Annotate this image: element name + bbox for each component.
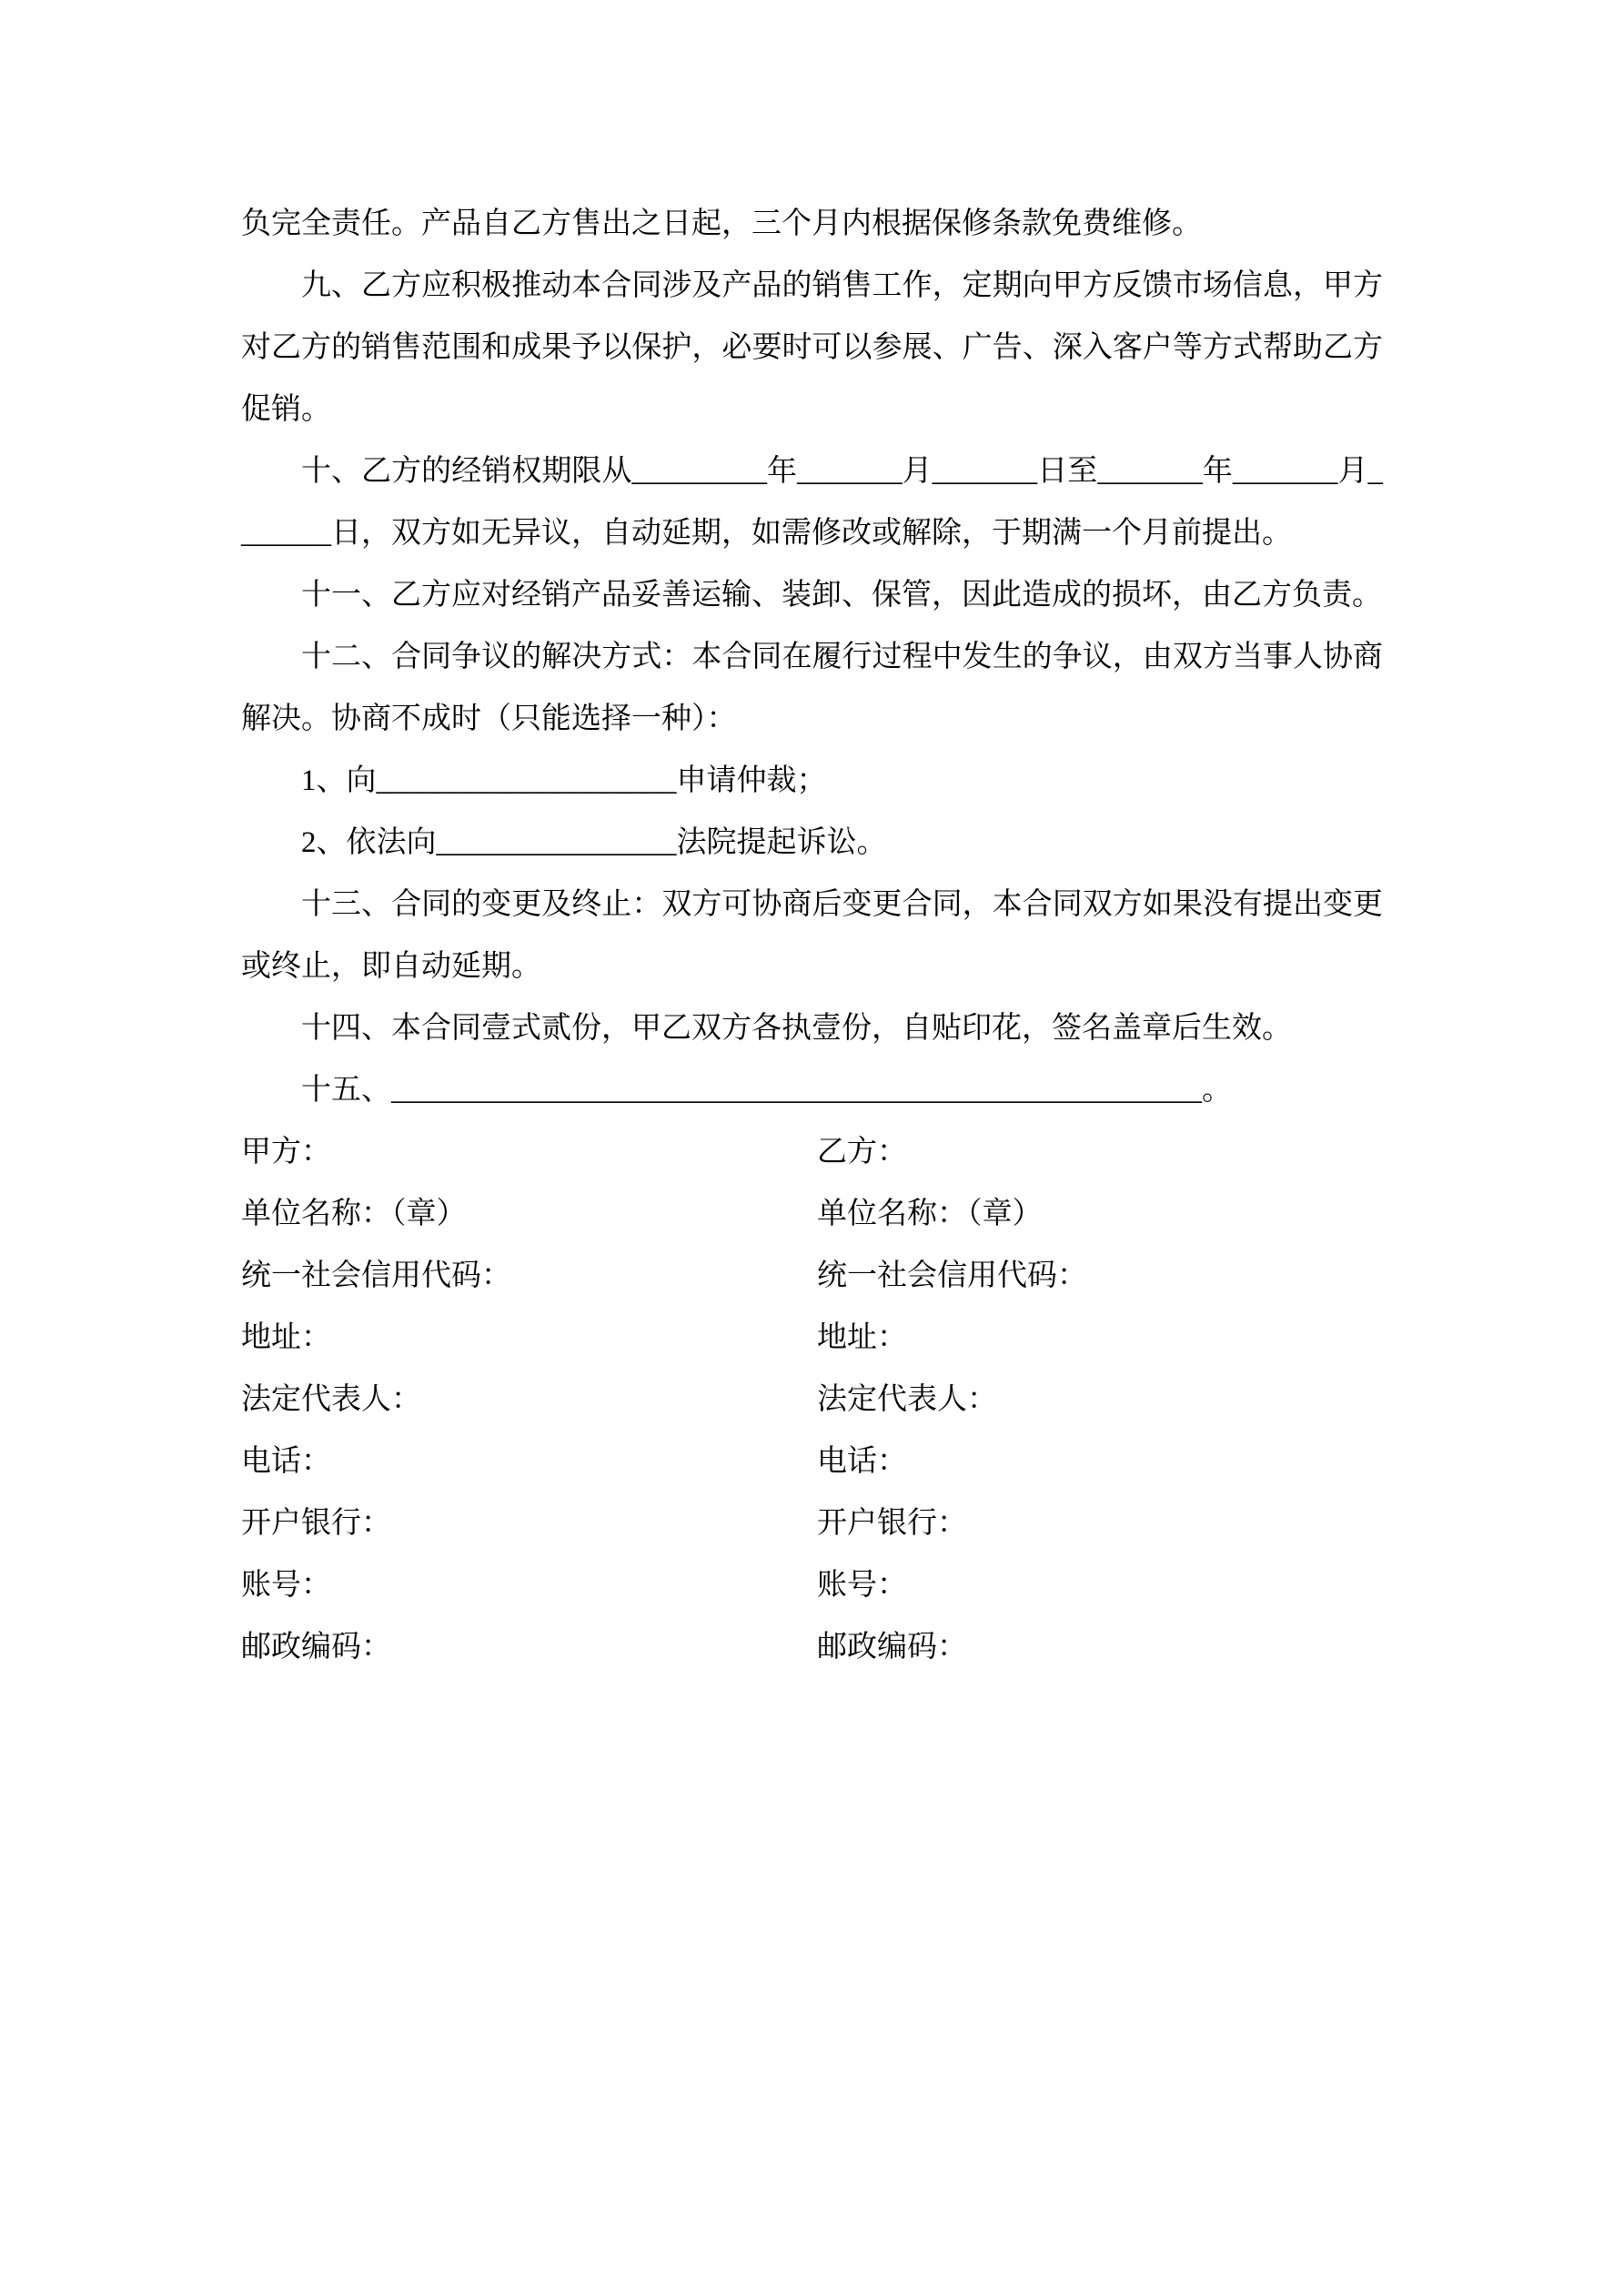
clause-13: 十三、合同的变更及终止：双方可协商后变更合同，本合同双方如果没有提出变更或终止，即自动延期。 (241, 888, 1383, 983)
clause-12: 十二、合同争议的解决方式：本合同在履行过程中发生的争议，由双方当事人协商解决。协商不成时（只能选择一种）： (241, 641, 1383, 735)
party-b-account: 账号： (817, 1569, 907, 1602)
party-a-title: 甲方： (241, 1136, 331, 1168)
clause-14: 十四、本合同壹式贰份，甲乙双方各执壹份，自贴印花，签名盖章后生效。 (301, 1012, 1292, 1045)
clause-12-subitem-2: 2、依法向________________法院提起诉讼。 (301, 826, 887, 859)
party-a-unit-name: 单位名称：（章） (241, 1198, 467, 1230)
party-a-account: 账号： (241, 1569, 331, 1602)
party-b-postal-code: 邮政编码： (817, 1631, 967, 1664)
party-b-bank: 开户银行： (817, 1507, 967, 1540)
party-b-address: 地址： (817, 1321, 907, 1354)
clause-15: 十五、______________________________________________________。 (301, 1074, 1232, 1107)
party-a-credit-code: 统一社会信用代码： (241, 1259, 511, 1292)
signature-block (241, 1121, 1383, 1678)
clause-continuation: 负完全责任。产品自乙方售出之日起，三个月内根据保修条款免费维修。 (241, 207, 1202, 240)
party-b-credit-code: 统一社会信用代码： (817, 1259, 1087, 1292)
party-a-address: 地址： (241, 1321, 331, 1354)
clause-12-subitem-1: 1、向____________________申请仲裁； (301, 764, 827, 797)
party-a-column (241, 1121, 817, 1678)
party-b-phone: 电话： (817, 1445, 907, 1478)
clause-10: 十、乙方的经销权期限从_________年_______月_______日至_______年_______月_______日，双方如无异议，自动延期，如需修改或解除，于期满一个月前提出。 (241, 455, 1383, 550)
party-b-column (817, 1121, 1383, 1678)
party-b-unit-name: 单位名称：（章） (817, 1198, 1043, 1230)
party-a-legal-representative: 法定代表人： (241, 1383, 421, 1416)
party-b-legal-representative: 法定代表人： (817, 1383, 997, 1416)
clause-11: 十一、乙方应对经销产品妥善运输、装卸、保管，因此造成的损坏，由乙方负责。 (301, 579, 1382, 612)
party-a-phone: 电话： (241, 1445, 331, 1478)
party-b-title: 乙方： (817, 1136, 907, 1168)
contract-body (241, 193, 1383, 1121)
party-a-postal-code: 邮政编码： (241, 1631, 391, 1664)
party-a-bank: 开户银行： (241, 1507, 391, 1540)
clause-9: 九、乙方应积极推动本合同涉及产品的销售工作，定期向甲方反馈市场信息，甲方对乙方的销售范围和成果予以保护，必要时可以参展、广告、深入客户等方式帮助乙方促销。 (241, 269, 1383, 426)
